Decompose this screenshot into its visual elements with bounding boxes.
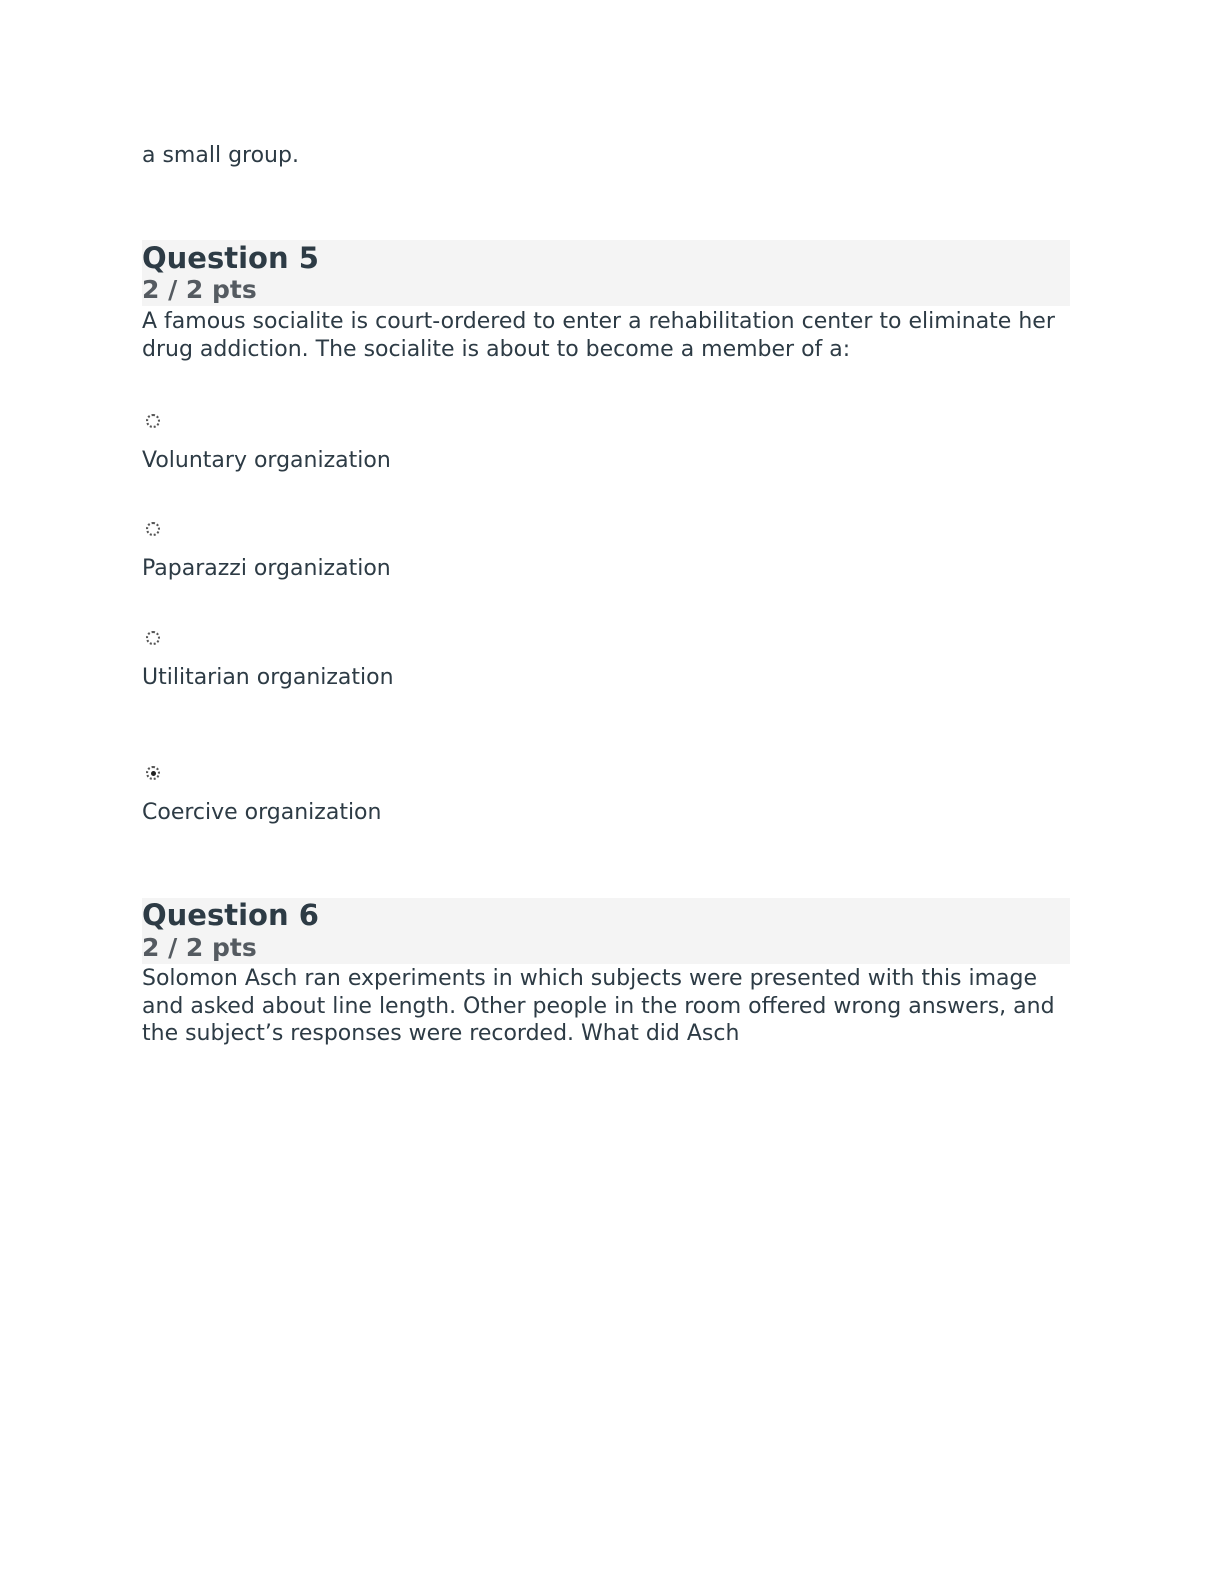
- question-5-title: Question 5: [142, 241, 319, 275]
- question-6-header: [142, 898, 1070, 964]
- question-5-points: 2 / 2 pts: [142, 275, 257, 304]
- question-6-title: Question 6: [142, 898, 319, 932]
- question-5-header: [142, 240, 1070, 306]
- answer-radio-coercive-selected[interactable]: [146, 766, 160, 780]
- answer-radio-voluntary[interactable]: [146, 414, 160, 428]
- answer-label-voluntary[interactable]: Voluntary organization: [142, 448, 391, 473]
- previous-answer-continuation: a small group.: [142, 143, 299, 168]
- question-6-text: Solomon Asch ran experiments in which subjects were presented with this image and asked about line length. Other people in the room offered wrong answers, and the subject’s responses were recorded. What did Asch: [142, 966, 1055, 1046]
- question-6-points: 2 / 2 pts: [142, 933, 257, 962]
- answer-label-utilitarian[interactable]: Utilitarian organization: [142, 665, 394, 690]
- answer-label-coercive[interactable]: Coercive organization: [142, 800, 382, 825]
- answer-radio-paparazzi[interactable]: [146, 522, 160, 536]
- answer-radio-utilitarian[interactable]: [146, 631, 160, 645]
- answer-label-paparazzi[interactable]: Paparazzi organization: [142, 556, 391, 581]
- question-5-text: A famous socialite is court-ordered to enter a rehabilitation center to eliminate her drug addiction. The socialite is about to become a member of a:: [142, 309, 1055, 362]
